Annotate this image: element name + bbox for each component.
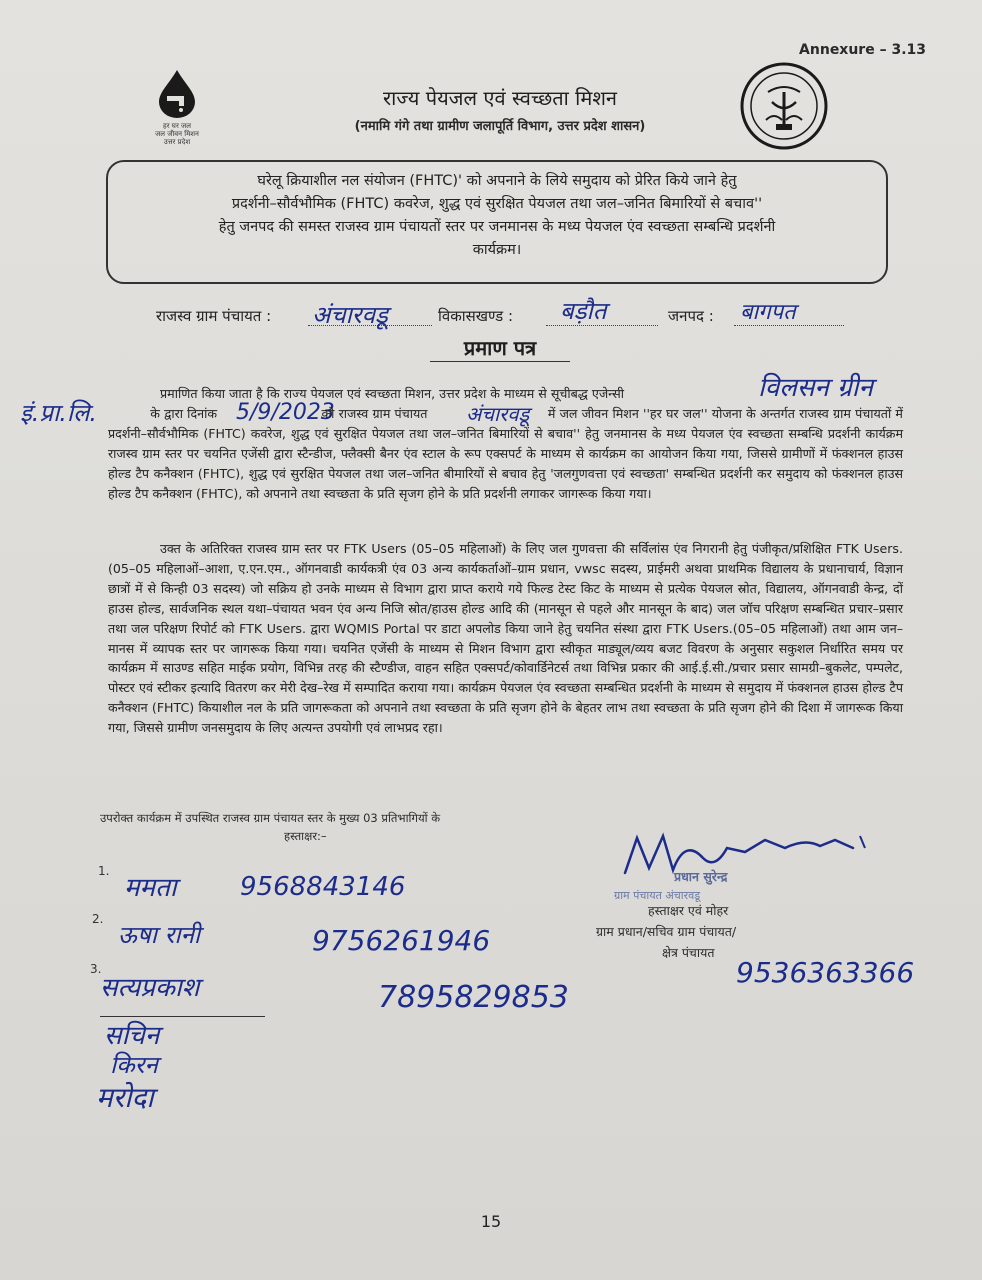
logo-text-1: हर घर जल [163,122,191,130]
agency-suffix-handwritten: इं.प्रा.लि. [20,399,98,427]
participant-3-name: सत्यप्रकाश [100,973,200,1003]
banner-line-1: घरेलू क्रियाशील नल संयोजन (FHTC)' को अपनाने के लिये समुदाय को प्रेरित किये जाने हेतु [257,173,737,189]
participant-2-phone: 9756261946 [312,924,491,957]
department-subtitle: (नमामि गंगे तथा ग्रामीण जलापूर्ति विभाग, उत्तर प्रदेश शासन) [354,119,646,134]
logo-text-3: उत्तर प्रदेश [163,138,191,146]
water-drop-icon [147,68,207,118]
program-banner [106,160,888,284]
annexure-label: Annexure – 3.13 [799,42,926,58]
har-ghar-jal-logo [132,68,222,148]
participant-extra-3: मरोदा [96,1081,154,1114]
page-number: 15 [480,1212,502,1231]
certificate-title: प्रमाण पत्र [430,334,570,362]
banner-line-3: हेतु जनपद की समस्त राजस्व ग्राम पंचायतों स्तर पर जनमानस के मध्य पेयजल एंव स्वच्छता सम्बन्धि प्रदर्शनी [218,219,776,235]
participant-1-number: 1. [98,864,110,878]
certificate-paragraph-1 [108,384,903,503]
para1-panchayat-label: को राजस्व ग्राम पंचायत [321,405,428,421]
participant-extra-1: सचिन [104,1021,160,1051]
participant-2-number: 2. [92,912,104,926]
signatory-panchayat: क्षेत्र पंचायत [662,945,715,960]
participant-3-phone: 7895829853 [378,980,569,1015]
participant-1-name: ममता [124,873,177,903]
stamp-name: प्रधान सुरेन्द्र [674,869,728,884]
janpad-value: बागपत [740,300,796,325]
agency-name-handwritten: विलसन ग्रीन [758,373,873,403]
state-emblem-icon [738,62,830,150]
signatory-signature [615,818,885,888]
participant-2-name: ऊषा रानी [118,921,201,949]
signature-icon [615,818,885,888]
participants-heading-1: उपरोक्त कार्यक्रम में उपस्थित राजस्व ग्राम पंचायत स्तर के मुख्य 03 प्रतिभागियों के [100,811,441,825]
para1-intro: प्रमाणित किया जाता है कि राज्य पेयजल एवं स्वच्छता मिशन, उत्तर प्रदेश के माध्यम से सूचीबद्ध एजेन्सी [160,386,624,401]
vikaskhand-label: विकासखण्ड : [438,307,514,325]
janpad-label: जनपद : [668,307,714,325]
para1-rest: में जल जीवन मिशन ''हर घर जल'' योजना के अन्तर्गत राजस्व ग्राम पंचायतों में प्रदर्शनी–सौर्वभौमिक (FHTC) कवरेज, शुद्ध एवं सुरक्षित पेयजल तथा जल–जनित बिमारियों से बचाव'' हेतु जनमानस के मध्य पेयजल एंव स्वच्छता सम्बन्धि प्रदर्शनी कार्यक्रम राजस्व ग्राम स्तर पर चयनित एजेंसी द्वारा स्टैन्डीज, फ्लैक्सी बैनर एंव स्टाल के रूप एक्सपर्ट के माध्यम से कार्यक्रम का आयोजन किया गया, जिससे ग्रामीणों में फंक्शनल हाउस होल्ड टैप कनैक्शन (FHTC), शुद्ध एवं सुरक्षित पेयजल तथा जल–जनित बीमारियों से बचाव हेतु 'जलगुणवत्ता एवं स्वच्छता' सम्बन्धित प्रदर्शनी कर समुदाय को फंक्शनल हाउस होल्ड टैप कनैक्शन (FHTC), को अपनाने तथा स्वच्छता के प्रति सृजग होने के प्रति प्रदर्शनी लगाकर जागरूक किया गया। [108,405,903,501]
panchayat-handwritten: अंचारवडू [466,402,530,426]
participant-1-phone: 9568843146 [240,872,406,902]
stamp-subtext: ग्राम पंचायत अंचारवडू [614,889,701,902]
logo-text-2: जल जीवन मिशन [155,130,199,138]
signatory-designation: ग्राम प्रधान/सचिव ग्राम पंचायत/ [596,924,737,939]
participants-heading-2: हस्ताक्षर:– [284,829,327,843]
participant-extra-2: किरन [110,1051,158,1079]
mission-title: राज्य पेयजल एवं स्वच्छता मिशन [382,86,618,110]
banner-line-4: कार्यक्रम। [472,242,522,258]
up-government-seal [738,62,830,150]
participants-heading [100,809,540,845]
certificate-paragraph-2: उक्त के अतिरिक्त राजस्व ग्राम स्तर पर FTK Users (05–05 महिलाओं) के लिए जल गुणवत्ता की सर्विलांस एंव निगरानी हेतु पंजीकृत/प्रशिक्षित FTK Users.(05–05 महिलाओं–आशा, ए.एन.एम., ऑगनवाडी कार्यकत्री एंव 03 अन्य कार्यकर्ताओं–ग्राम प्रधान, vwsc सदस्य, प्राईमरी अथवा प्राथमिक विद्यालय के प्रधानाचार्य, विज्ञान छात्रों में से किन्ही 03 सदस्य) जो सक्रिय हो उनके माध्यम से विभाग द्वारा प्राप्त कराये गये फिल्ड टेस्ट किट के माध्यम से प्रत्येक पेयजल स्रोत, विद्यालय, ऑगनवाडी केन्द्र, दों हाउस होल्ड, सार्वजनिक स्थल यथा–पंचायत भवन एंव अन्य निजि स्रोत/हाउस होल्ड आदि की (मानसून से पहले और मानसून के बाद) जल जॉच परिक्षण सम्बन्धित प्रचार–प्रसार तथा जल परिक्षण रिपोर्ट को FTK Users. द्वारा WQMIS Portal पर डाटा अपलोड किया जाने हेतु चयनित संस्था द्वारा FTK Users.(05–05 महिलाओं) तथा आम जन–मानस में व्यापक स्तर पर जागरूक किया गया। चयनित एजेंसी के माध्यम से मिशन विभाग द्वारा स्वीकृत माड्यूल/व्यय बजट विवरण के अनुसार सकुशल निर्धारित समय पर कार्यक्रम में साउण्ड सहित माईक प्रयोग, विभिन्न तरह की स्टैण्डीज, वाहन सहित एक्सपर्ट/कोवार्डिनेटर्स तथा विभिन्न प्रकार की आई.ई.सी./प्रचार प्रसार सामग्री–बुकलेट, पम्पलेट, पोस्टर एवं स्टीकर इत्यादि वितरण कर मेरी देख–रेख में सम्पादित कराया गया। कार्यक्रम पेयजल एंव स्वच्छता सम्बन्धित प्रदर्शनी के माध्यम से समुदाय में फंक्शनल हाउस होल्ड टैप कनैक्शन (FHTC) कियाशील नल के प्रति जागरूकता को अपनाने तथा स्वच्छता के प्रति सृजग होने के बेहतर लाभ तथा स्वच्छता के प्रति सृजग होने की दिशा में जागरूक किया गया, जिससे ग्रामीण जनसमुदाय के लिए अत्यन्त उपयोगी एवं लाभप्रद रहा। [108,541,903,736]
para1-by-date: के द्वारा दिनांक [150,405,218,421]
program-date-handwritten: 5/9/2023 [236,400,335,425]
vikaskhand-value: बड़ौत [560,297,607,325]
location-fields [150,297,870,330]
signature-label: हस्ताक्षर एवं मोहर [648,903,729,918]
gram-panchayat-value: अंचारवडू [312,301,388,329]
signatory-phone: 9536363366 [736,956,915,989]
gram-panchayat-label: राजस्व ग्राम पंचायत : [156,307,272,325]
participant-3-number: 3. [90,962,102,976]
banner-line-2: प्रदर्शनी–सौर्वभौमिक (FHTC) कवरेज, शुद्ध एवं सुरक्षित पेयजल तथा जल–जनित बिमारियों से बचाव'' [231,196,763,212]
